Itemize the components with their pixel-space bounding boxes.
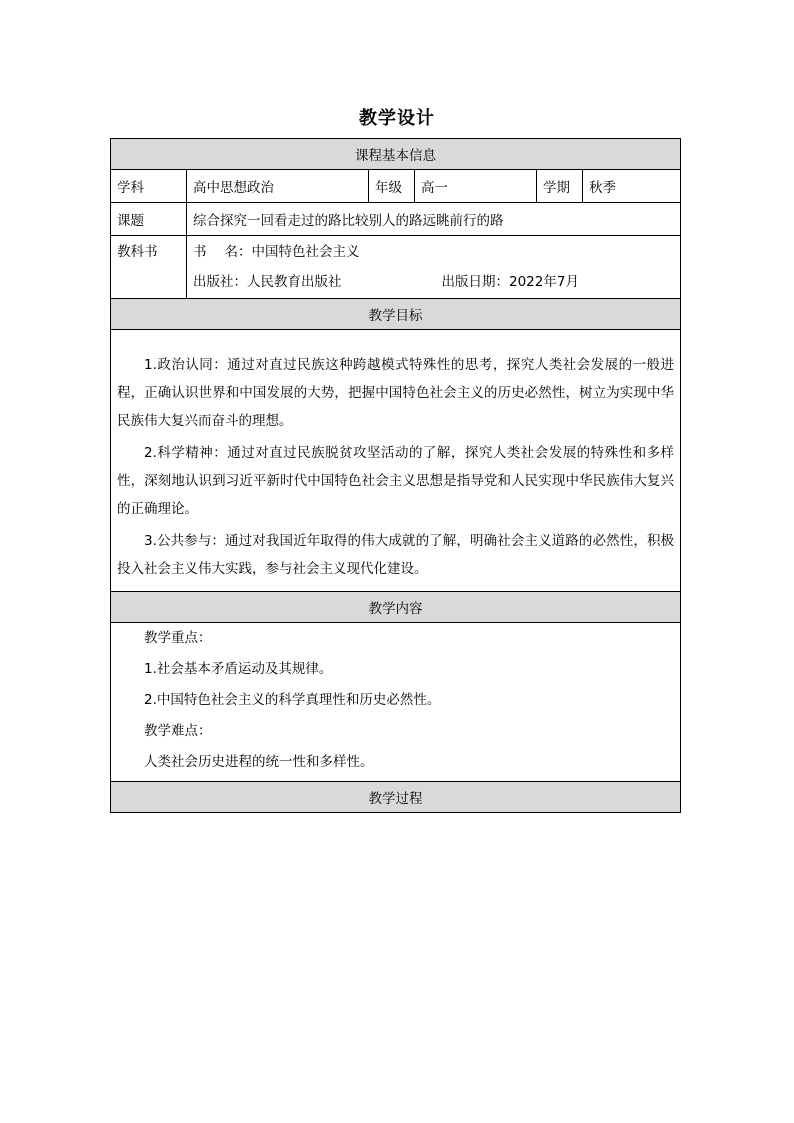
process-header: 教学过程 — [111, 782, 681, 813]
grade-label: 年级 — [369, 170, 415, 203]
pub-date-label: 出版日期： — [441, 274, 509, 290]
textbook-info — [187, 236, 681, 299]
grade-value: 高一 — [415, 170, 537, 203]
book-name: 中国特色社会主义 — [251, 244, 360, 260]
objective-item: 2.科学精神：通过对直过民族脱贫攻坚活动的了解，探究人类社会发展的特殊性和多样性，深刻地认识到习近平新时代中国特色社会主义思想是指导党和人民实现中华民族伟大复兴的正确理论。 — [117, 445, 675, 517]
document-title: 教学设计 — [359, 108, 435, 129]
publisher: 人民教育出版社 — [247, 274, 342, 290]
subject-value: 高中思想政治 — [187, 170, 369, 203]
basic-info-header-row — [111, 139, 681, 170]
objectives-header: 教学目标 — [111, 299, 681, 330]
content-header-row — [111, 592, 681, 623]
content-body — [111, 623, 681, 782]
book-name-label-b: 名： — [224, 244, 252, 260]
key-point-item: 2.中国特色社会主义的科学真理性和历史必然性。 — [144, 692, 441, 708]
content-header: 教学内容 — [111, 592, 681, 623]
lesson-plan-table — [110, 138, 681, 813]
objectives-row — [111, 330, 681, 592]
topic-value: 综合探究一回看走过的路比较别人的路远眺前行的路 — [187, 203, 681, 236]
key-point-item: 1.社会基本矛盾运动及其规律。 — [144, 661, 333, 677]
book-name-line — [193, 237, 674, 267]
subject-label: 学科 — [111, 170, 187, 203]
publisher-line — [193, 267, 674, 297]
content-row — [111, 623, 681, 782]
term-label: 学期 — [537, 170, 583, 203]
process-header-row — [111, 782, 681, 813]
topic-row — [111, 203, 681, 236]
objectives-header-row — [111, 299, 681, 330]
objectives-body — [111, 330, 681, 592]
basic-info-header: 课程基本信息 — [111, 139, 681, 170]
subject-row — [111, 170, 681, 203]
objective-item: 1.政治认同：通过对直过民族这种跨越模式特殊性的思考，探究人类社会发展的一般进程，正确认识世界和中国发展的大势，把握中国特色社会主义的历史必然性，树立为实现中华民族伟大复兴而奋斗的理想。 — [117, 357, 675, 429]
textbook-label: 教科书 — [111, 236, 187, 299]
objective-item: 3.公共参与：通过对我国近年取得的伟大成就的了解，明确社会主义道路的必然性，积极投入社会主义伟大实践，参与社会主义现代化建设。 — [117, 533, 675, 577]
topic-label: 课题 — [111, 203, 187, 236]
textbook-row — [111, 236, 681, 299]
difficulty-item: 人类社会历史进程的统一性和多样性。 — [144, 754, 374, 770]
book-name-label-a: 书 — [193, 244, 207, 260]
pub-date: 2022年7月 — [509, 274, 579, 290]
difficulties-label: 教学难点： — [144, 723, 212, 739]
term-value: 秋季 — [583, 170, 681, 203]
key-points-label: 教学重点： — [144, 630, 212, 646]
publisher-label: 出版社： — [193, 274, 247, 290]
